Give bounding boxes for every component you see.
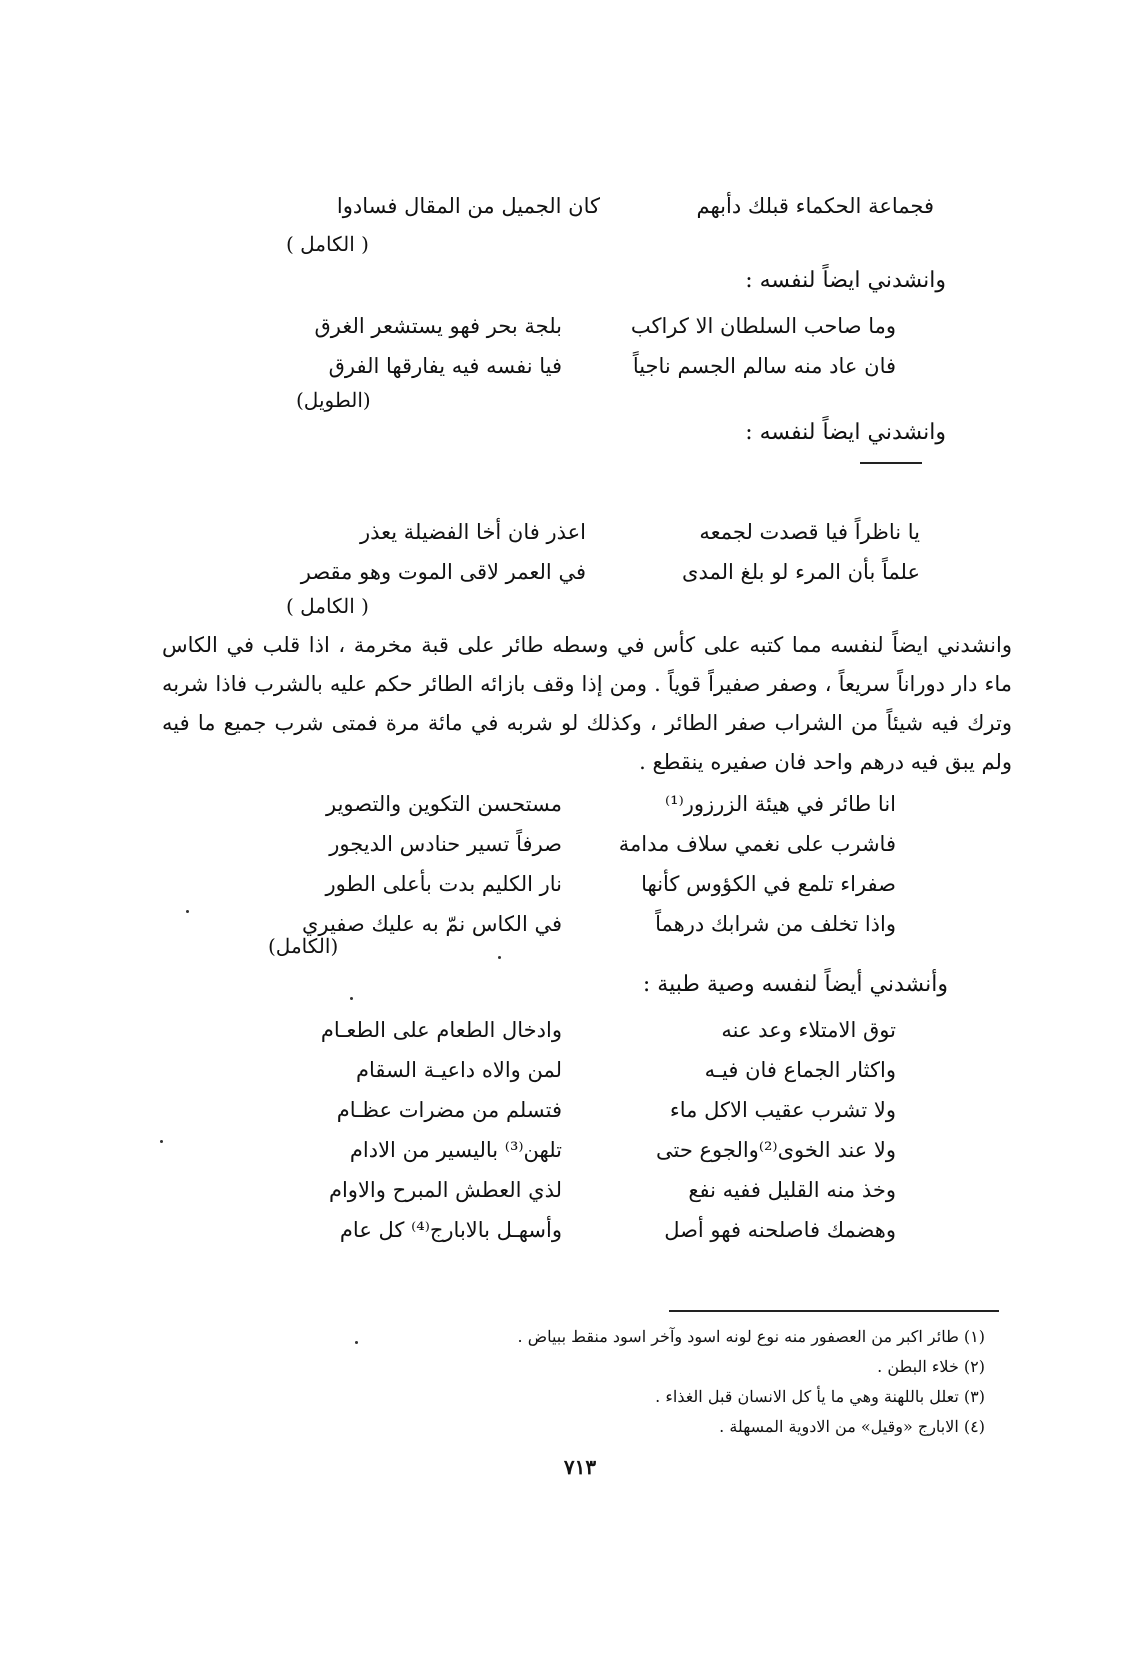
verse-line xyxy=(300,186,934,226)
second-hemistich: كان الجميل من المقال فسادوا xyxy=(336,194,600,218)
footnote-item: (٢) خلاء البطن . xyxy=(877,1357,985,1376)
verse-line xyxy=(262,306,896,346)
first-hemistich: فان عاد منه سالم الجسم ناجياً xyxy=(632,354,896,378)
scan-speck xyxy=(186,910,189,913)
second-hemistich: في الكاس نمّ به عليك صفيري xyxy=(301,912,562,936)
poem-block-4 xyxy=(262,784,896,944)
scan-speck xyxy=(160,1140,163,1143)
verse-line xyxy=(262,864,896,904)
footnote-item: (١) طائر اكبر من العصفور منه نوع لونه اسود وآخر اسود منقط ببياض . xyxy=(517,1327,985,1346)
second-hemistich: في العمر لاقى الموت وهو مقصر xyxy=(300,560,586,584)
second-hemistich: وأسهـل بالابارج⁽⁴⁾ كل عام xyxy=(339,1218,562,1242)
footnote-separator xyxy=(669,1310,999,1312)
poem-block-1 xyxy=(300,186,934,226)
meter-label: (الكامل) xyxy=(268,934,339,958)
second-hemistich: وادخال الطعام على الطعـام xyxy=(320,1018,562,1042)
verse-line xyxy=(286,512,920,552)
poem-block-2 xyxy=(262,306,896,386)
verse-line xyxy=(262,824,896,864)
first-hemistich: وهضمك فاصلحنه فهو أصل xyxy=(664,1218,896,1242)
first-hemistich: فاشرب على نغمي سلاف مدامة xyxy=(618,832,896,856)
scan-speck xyxy=(498,956,501,959)
scan-speck xyxy=(350,997,353,1000)
meter-label: ( الكامل ) xyxy=(286,232,369,256)
verse-line xyxy=(262,1010,896,1050)
footnote-item: (٣) تعلل باللهنة وهي ما يأ كل الانسان قبل الغذاء . xyxy=(655,1387,985,1406)
footnote-item: (٤) الابارج «وقيل» من الادوية المسهلة . xyxy=(719,1417,985,1436)
second-hemistich: بلجة بحر فهو يستشعر الغرق xyxy=(314,314,562,338)
first-hemistich: ولا عند الخوى⁽²⁾والجوع حتى xyxy=(656,1138,896,1162)
verse-line xyxy=(286,552,920,592)
first-hemistich: واذا تخلف من شرابك درهماً xyxy=(655,912,896,936)
second-hemistich: لذي العطش المبرح والاوام xyxy=(328,1178,562,1202)
first-hemistich: ولا تشرب عقيب الاكل ماء xyxy=(669,1098,896,1122)
verse-line xyxy=(262,1130,896,1170)
intro-line: وانشدني ايضاً لنفسه : xyxy=(745,420,946,445)
second-hemistich: مستحسن التكوين والتصوير xyxy=(326,792,562,816)
intro-line: وأنشدني أيضاً لنفسه وصية طبية : xyxy=(642,972,948,997)
first-hemistich: وما صاحب السلطان الا كراكب xyxy=(630,314,896,338)
verse-line xyxy=(262,904,896,944)
footnotes xyxy=(430,1322,985,1442)
verse-line xyxy=(262,1090,896,1130)
first-hemistich: علماً بأن المرء لو بلغ المدى xyxy=(682,560,920,584)
page-number: ٧١٣ xyxy=(563,1455,597,1479)
intro-line: وانشدني ايضاً لنفسه : xyxy=(745,268,946,293)
verse-line xyxy=(262,1050,896,1090)
second-hemistich: صرفاً تسير حنادس الديجور xyxy=(329,832,562,856)
first-hemistich: صفراء تلمع في الكؤوس كأنها xyxy=(641,872,896,896)
second-hemistich: نار الكليم بدت بأعلى الطور xyxy=(325,872,562,896)
prose-paragraph: وانشدني ايضاً لنفسه مما كتبه على كأس في وسطه طائر على قبة مخرمة ، اذا قلب في الكاس ماء دار دوراناً سريعاً ، وصفر صفيراً قوياً . ومن إذا وقف بازائه الطائر حكم عليه بالشرب فاذا شربه وترك فيه شيئاً من الشراب صفر الطائر ، وكذلك لو شربه في مائة مرة فمتى شرب جميع ما فيه ولم يبق فيه درهم واحد فان صفيره ينقطع . xyxy=(162,633,1012,774)
verse-line xyxy=(262,1210,896,1250)
verse-line xyxy=(262,1170,896,1210)
first-hemistich: وخذ منه القليل ففيه نفع xyxy=(688,1178,896,1202)
verse-line xyxy=(262,346,896,386)
underline-mark xyxy=(860,462,922,464)
first-hemistich: توق الامتلاء وعد عنه xyxy=(721,1018,896,1042)
second-hemistich: لمن والاه داعيـة السقام xyxy=(356,1058,562,1082)
second-hemistich: اعذر فان أخا الفضيلة يعذر xyxy=(359,520,586,544)
poem-block-5 xyxy=(262,1010,896,1250)
first-hemistich: واكثار الجماع فان فيـه xyxy=(704,1058,896,1082)
first-hemistich: انا طائر في هيئة الزرزور⁽¹⁾ xyxy=(664,792,896,816)
verse-line xyxy=(262,784,896,824)
meter-label: ( الكامل ) xyxy=(286,594,369,618)
meter-label: (الطويل) xyxy=(296,388,371,412)
second-hemistich: فتسلم من مضرات عظـام xyxy=(336,1098,562,1122)
second-hemistich: فيا نفسه فيه يفارقها الفرق xyxy=(328,354,562,378)
first-hemistich: فجماعة الحكماء قبلك دأبهم xyxy=(696,194,934,218)
first-hemistich: يا ناظراً فيا قصدت لجمعه xyxy=(699,520,920,544)
scan-speck xyxy=(355,1341,358,1344)
poem-block-3 xyxy=(286,512,920,592)
second-hemistich: تلهن⁽³⁾ باليسير من الادام xyxy=(349,1138,562,1162)
